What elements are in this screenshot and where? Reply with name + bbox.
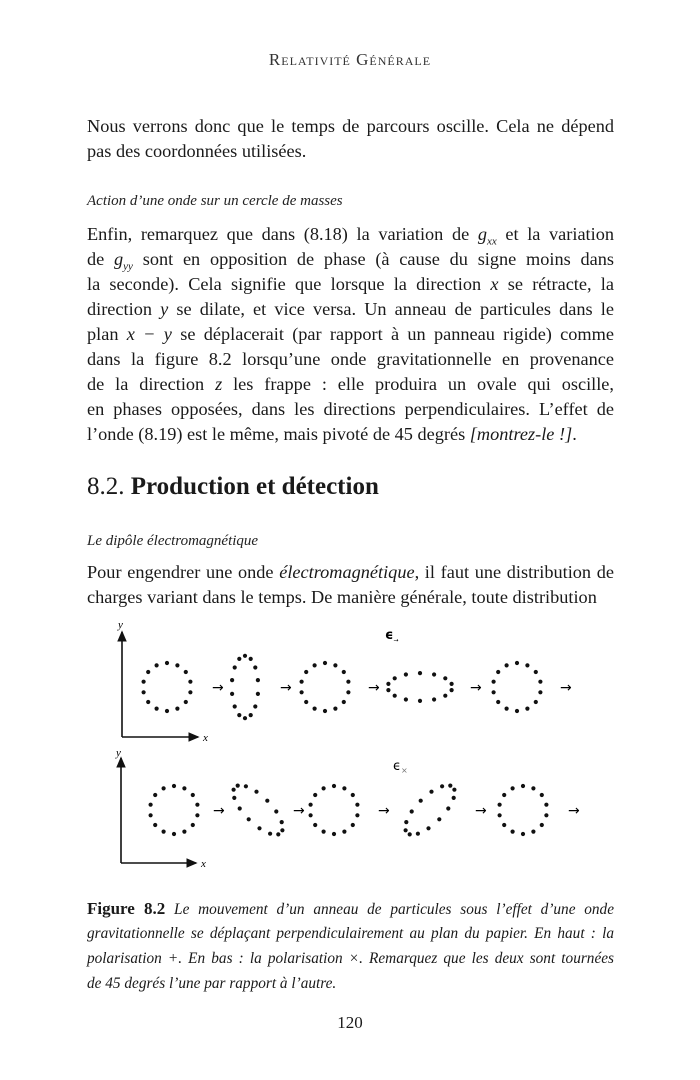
particle-dot bbox=[188, 690, 192, 694]
particle-dot bbox=[538, 680, 542, 684]
particle-dot bbox=[332, 832, 336, 836]
particle-dot bbox=[280, 820, 284, 824]
transition-arrow-icon: → bbox=[280, 680, 292, 696]
particle-dot bbox=[538, 690, 542, 694]
section-heading bbox=[87, 473, 379, 501]
text-line: direction y se dilate, et vice versa. Un anneau de particules dans le bbox=[87, 299, 614, 319]
particle-dot bbox=[232, 796, 236, 800]
particle-dot bbox=[540, 823, 544, 827]
particle-dot bbox=[386, 682, 390, 686]
particle-dot bbox=[175, 663, 179, 667]
particle-dot bbox=[525, 663, 529, 667]
particle-ring bbox=[232, 784, 285, 837]
particle-dot bbox=[265, 799, 269, 803]
particle-dot bbox=[304, 700, 308, 704]
particle-dot bbox=[346, 680, 350, 684]
particle-dot bbox=[237, 657, 241, 661]
particle-dot bbox=[418, 699, 422, 703]
particle-dot bbox=[437, 817, 441, 821]
particle-dot bbox=[243, 654, 247, 658]
particle-dot bbox=[309, 803, 313, 807]
transition-arrow-icon: → bbox=[378, 803, 390, 819]
math-variable: [montrez-le !] bbox=[469, 424, 573, 444]
particle-dot bbox=[502, 793, 506, 797]
particle-dot bbox=[521, 832, 525, 836]
particle-dot bbox=[313, 707, 317, 711]
particle-dot bbox=[408, 832, 412, 836]
text-line: de $g_{yy}$ sont en opposition de phase (à cause du signe moins dans bbox=[87, 249, 615, 273]
text-line: Pour engendrer une onde électromagnétique, il faut une distribution de bbox=[87, 562, 614, 582]
particle-dot bbox=[247, 817, 251, 821]
particle-dot bbox=[230, 692, 234, 696]
text-line: l’onde (8.19) est le même, mais pivoté de 45 degrés [montrez-le !]. bbox=[87, 424, 577, 444]
particle-dot bbox=[452, 796, 456, 800]
particle-dot bbox=[184, 700, 188, 704]
particle-dot bbox=[540, 793, 544, 797]
bottom-row-axes bbox=[115, 747, 206, 870]
text-line: de la direction z les frappe : elle produira un ovale qui oscille, bbox=[87, 374, 614, 394]
particle-ring bbox=[230, 654, 260, 721]
particle-dot bbox=[162, 786, 166, 790]
particle-dot bbox=[142, 680, 146, 684]
particle-dot bbox=[393, 694, 397, 698]
particle-dot bbox=[333, 663, 337, 667]
particle-dot bbox=[165, 661, 169, 665]
particle-dot bbox=[322, 830, 326, 834]
particle-dot bbox=[182, 830, 186, 834]
transition-arrow-icon: → bbox=[368, 680, 380, 696]
particle-dot bbox=[332, 784, 336, 788]
math-variable: $g_{yy}$ bbox=[114, 249, 133, 273]
particle-dot bbox=[233, 704, 237, 708]
section-title-text: Production et détection bbox=[130, 473, 379, 500]
particle-dot bbox=[162, 830, 166, 834]
particle-dot bbox=[448, 784, 452, 788]
particle-ring bbox=[142, 661, 193, 713]
particle-dot bbox=[419, 799, 423, 803]
x-axis-label: x bbox=[203, 732, 208, 744]
particle-dot bbox=[300, 680, 304, 684]
particle-dot bbox=[418, 671, 422, 675]
particle-dot bbox=[342, 830, 346, 834]
particle-dot bbox=[404, 820, 408, 824]
particle-ring bbox=[300, 661, 351, 713]
particle-dot bbox=[510, 830, 514, 834]
particle-dot bbox=[149, 813, 153, 817]
particle-dot bbox=[313, 663, 317, 667]
particle-dot bbox=[304, 670, 308, 674]
particle-dot bbox=[175, 707, 179, 711]
page-number: 120 bbox=[337, 1013, 363, 1032]
particle-dot bbox=[498, 813, 502, 817]
particle-dot bbox=[232, 788, 236, 792]
particle-dot bbox=[280, 828, 284, 832]
particle-dot bbox=[521, 784, 525, 788]
particle-dot bbox=[256, 678, 260, 682]
particle-dot bbox=[351, 793, 355, 797]
particle-dot bbox=[195, 813, 199, 817]
particle-dot bbox=[505, 707, 509, 711]
particle-dot bbox=[142, 690, 146, 694]
particle-dot bbox=[515, 661, 519, 665]
particle-dot bbox=[153, 823, 157, 827]
text-line: la seconde). Cela signifie que lorsque la direction x se rétracte, la bbox=[87, 274, 615, 294]
particle-ring bbox=[492, 661, 543, 713]
math-variable: électromagnétique bbox=[279, 562, 415, 582]
particle-dot bbox=[268, 832, 272, 836]
section-number: 8.2. bbox=[87, 473, 125, 500]
particle-dot bbox=[496, 670, 500, 674]
particle-dot bbox=[233, 665, 237, 669]
particle-dot bbox=[230, 678, 234, 682]
subsection-1-paragraph bbox=[87, 222, 614, 447]
transition-arrow-icon: → bbox=[213, 803, 225, 819]
particle-dot bbox=[313, 793, 317, 797]
particle-dot bbox=[531, 786, 535, 790]
figure-caption bbox=[87, 896, 614, 996]
particle-dot bbox=[274, 809, 278, 813]
caption-line: Figure 8.2 Le mouvement d’un anneau de particules sous l’effet d’une onde bbox=[87, 899, 614, 918]
particle-dot bbox=[243, 716, 247, 720]
particle-dot bbox=[323, 661, 327, 665]
particle-dot bbox=[432, 672, 436, 676]
caption-line: gravitationnelle se déplaçant perpendiculairement au plan du papier. En haut : la bbox=[87, 925, 614, 942]
particle-dot bbox=[191, 793, 195, 797]
particle-dot bbox=[322, 786, 326, 790]
particle-dot bbox=[146, 670, 150, 674]
particle-dot bbox=[404, 697, 408, 701]
caption-line: polarisation +. En bas : la polarisation ×. Remarquez que les deux sont tournées bbox=[87, 950, 614, 967]
text-line: charges variant dans le temps. De manière générale, toute distribution bbox=[87, 587, 597, 607]
particle-dot bbox=[515, 709, 519, 713]
particle-dot bbox=[450, 688, 454, 692]
particle-dot bbox=[165, 709, 169, 713]
particle-dot bbox=[244, 784, 248, 788]
particle-dot bbox=[342, 786, 346, 790]
particle-dot bbox=[191, 823, 195, 827]
particle-dot bbox=[505, 663, 509, 667]
running-head: Relativité Générale bbox=[268, 50, 432, 69]
particle-dot bbox=[351, 823, 355, 827]
particle-dot bbox=[450, 682, 454, 686]
particle-dot bbox=[355, 803, 359, 807]
particle-ring bbox=[386, 671, 453, 703]
particle-dot bbox=[257, 826, 261, 830]
particle-dot bbox=[256, 692, 260, 696]
y-axis-label: y bbox=[116, 747, 121, 759]
particle-dot bbox=[531, 830, 535, 834]
particle-dot bbox=[182, 786, 186, 790]
text-line: plan x − y se déplacerait (par rapport à un panneau rigide) comme bbox=[87, 324, 614, 344]
particle-dot bbox=[253, 704, 257, 708]
x-axis-label: x bbox=[201, 858, 206, 870]
particle-dot bbox=[155, 707, 159, 711]
text-line: dans la figure 8.2 lorsqu’une onde gravitationnelle en provenance bbox=[87, 349, 614, 369]
y-axis-label: y bbox=[118, 619, 123, 631]
particle-dot bbox=[172, 784, 176, 788]
text-line: Enfin, remarquez que dans (8.18) la variation de $g_{xx}$ et la variation bbox=[87, 224, 614, 248]
particle-dot bbox=[153, 793, 157, 797]
particle-dot bbox=[534, 670, 538, 674]
particle-dot bbox=[155, 663, 159, 667]
particle-dot bbox=[300, 690, 304, 694]
particle-dot bbox=[544, 803, 548, 807]
polarisation-plus-label: $\epsilon_\to$ bbox=[385, 628, 399, 644]
particle-dot bbox=[525, 707, 529, 711]
particle-dot bbox=[238, 806, 242, 810]
particle-dot bbox=[496, 700, 500, 704]
particle-dot bbox=[184, 670, 188, 674]
intro-paragraph bbox=[87, 114, 614, 164]
particle-dot bbox=[534, 700, 538, 704]
particle-dot bbox=[386, 688, 390, 692]
particle-dot bbox=[502, 823, 506, 827]
math-variable: x − y bbox=[126, 324, 172, 344]
particle-dot bbox=[237, 713, 241, 717]
particle-dot bbox=[276, 832, 280, 836]
top-row-axes bbox=[117, 619, 208, 744]
particle-ring bbox=[149, 784, 200, 836]
math-variable: x bbox=[490, 274, 499, 294]
particle-dot bbox=[492, 690, 496, 694]
particle-dot bbox=[346, 690, 350, 694]
particle-dot bbox=[498, 803, 502, 807]
particle-dot bbox=[313, 823, 317, 827]
particle-dot bbox=[188, 680, 192, 684]
transition-arrow-icon: → bbox=[560, 680, 572, 696]
particle-dot bbox=[342, 700, 346, 704]
particle-dot bbox=[333, 707, 337, 711]
particle-dot bbox=[510, 786, 514, 790]
math-variable: $g_{xx}$ bbox=[477, 224, 497, 248]
particle-dot bbox=[443, 676, 447, 680]
transition-arrow-icon: → bbox=[475, 803, 487, 819]
particle-dot bbox=[416, 832, 420, 836]
particle-dot bbox=[253, 665, 257, 669]
particle-dot bbox=[249, 713, 253, 717]
particle-dot bbox=[429, 790, 433, 794]
math-variable: z bbox=[215, 374, 223, 394]
figure-label: Figure 8.2 bbox=[87, 899, 166, 918]
particle-dot bbox=[146, 700, 150, 704]
particle-dot bbox=[404, 672, 408, 676]
transition-arrow-icon: → bbox=[293, 803, 305, 819]
particle-dot bbox=[492, 680, 496, 684]
particle-dot bbox=[443, 694, 447, 698]
particle-dot bbox=[195, 803, 199, 807]
particle-dot bbox=[172, 832, 176, 836]
text-line: en phases opposées, dans les directions perpendiculaires. L’effet de bbox=[87, 399, 614, 419]
particle-dot bbox=[426, 826, 430, 830]
transition-arrow-icon: → bbox=[470, 680, 482, 696]
particle-ring bbox=[309, 784, 360, 836]
subsection-2-paragraph bbox=[87, 560, 614, 610]
particle-dot bbox=[544, 813, 548, 817]
transition-arrow-icon: → bbox=[212, 680, 224, 696]
particle-dot bbox=[309, 813, 313, 817]
particle-dot bbox=[440, 784, 444, 788]
particle-dot bbox=[432, 697, 436, 701]
particle-dot bbox=[323, 709, 327, 713]
particle-dot bbox=[446, 806, 450, 810]
polarisation-cross-label: $\epsilon_\times$ bbox=[393, 759, 408, 775]
particle-dot bbox=[342, 670, 346, 674]
caption-line: de 45 degrés l’une par rapport à l’autre. bbox=[87, 975, 337, 992]
particle-dot bbox=[254, 790, 258, 794]
particle-dot bbox=[410, 809, 414, 813]
particle-ring bbox=[404, 784, 457, 837]
particle-dot bbox=[249, 657, 253, 661]
subsection-title: Le dipôle électromagnétique bbox=[87, 533, 259, 549]
particle-ring bbox=[498, 784, 549, 836]
particle-dot bbox=[355, 813, 359, 817]
particle-dot bbox=[236, 784, 240, 788]
particle-dot bbox=[452, 788, 456, 792]
subsection-title: Action d’une onde sur un cercle de masses bbox=[87, 193, 343, 209]
particle-dot bbox=[149, 803, 153, 807]
figure-8-2 bbox=[0, 610, 700, 880]
transition-arrow-icon: → bbox=[568, 803, 580, 819]
text-line: Nous verrons donc que le temps de parcours oscille. Cela ne dépend bbox=[87, 116, 614, 136]
particle-dot bbox=[393, 676, 397, 680]
math-variable: y bbox=[160, 299, 169, 319]
text-line: pas des coordonnées utilisées. bbox=[87, 141, 307, 161]
particle-dot bbox=[404, 828, 408, 832]
